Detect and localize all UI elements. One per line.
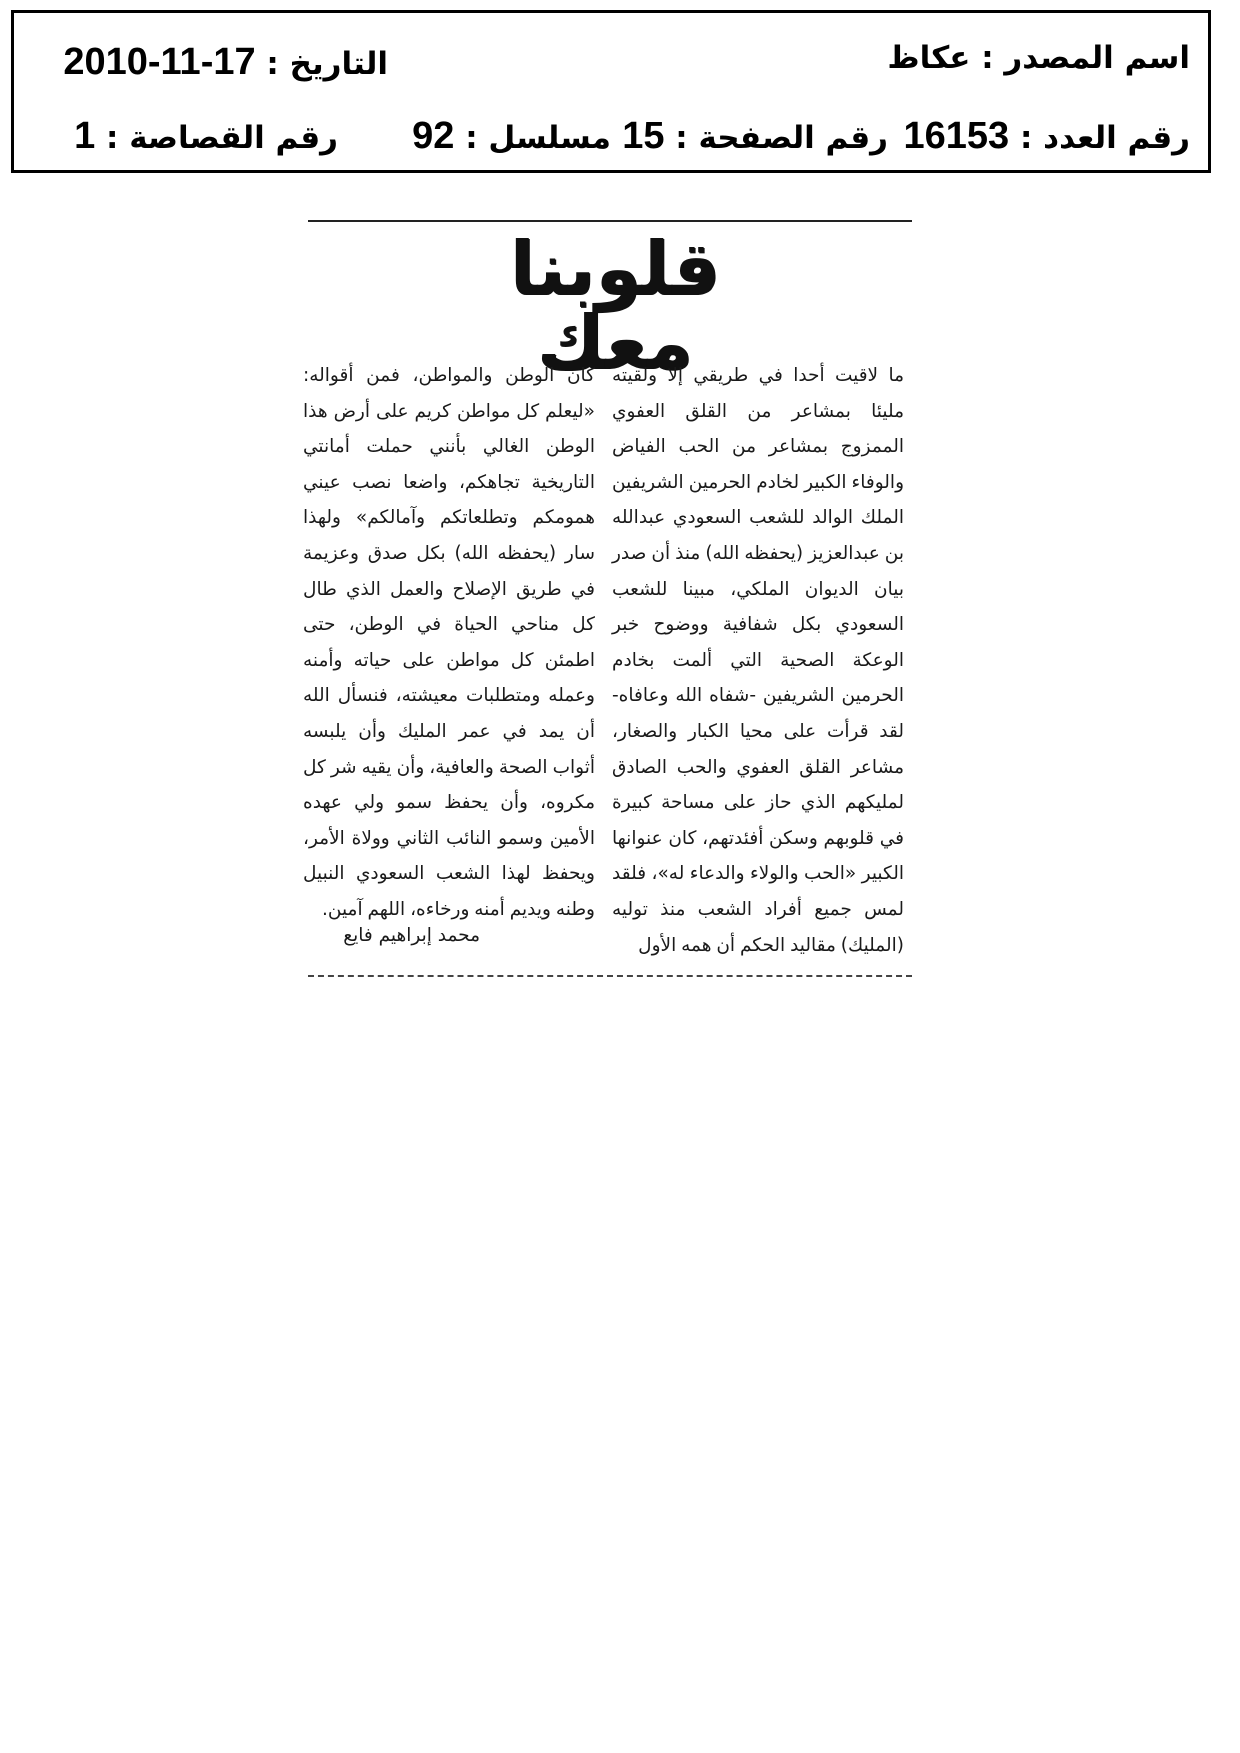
article-column-left: كان الوطن والمواطن، فمن أقواله: «ليعلم كل مواطن كريم على أرض هذا الوطن الغالي بأنني حملت أمانتي التاريخية تجاهكم، واضعا نصب عيني همومكم وتطلعاتكم وآمالكم» ولهذا سار (يحفظه الله) بكل صدق وعزيمة في طريق الإصلاح والعمل الذي طال كل مناحي الحياة في الوطن، حتى اطمئن كل مواطن على حياته وأمنه وعمله ومتطلبات معيشته، فنسأل الله أن يمد في عمر المليك وأن يلبسه أثواب الصحة والعافية، وأن يقيه شر كل مكروه، وأن يحفظ سمو ولي عهده الأمين وسمو النائب الثاني وولاة الأمر، ويحفظ لهذا الشعب السعودي النبيل وطنه ويديم أمنه ورخاءه، اللهم آمين. — [303, 365, 595, 920]
serial-field — [412, 117, 611, 155]
article-column-right: ما لاقيت أحدا في طريقي إلا ولقيته مليئا بمشاعر من القلق العفوي الممزوج بمشاعر من الحب الفياض والوفاء الكبير لخادم الحرمين الشريفين الملك الوالد للشعب السعودي عبدالله بن عبدالعزيز (يحفظه الله) منذ أن صدر بيان الديوان الملكي، مبينا للشعب السعودي بكل شفافية ووضوح خبر الوعكة الصحية التي ألمت بخادم الحرمين الشريفين -شفاه الله وعافاه- لقد قرأت على محيا الكبار والصغار، مشاعر القلق العفوي والحب الصادق لمليكهم الذي حاز على مساحة كبيرة في قلوبهم وسكن أفئدتهم، كان عنوانها الكبير «الحب والولاء والدعاء له»، فلقد لمس جميع أفراد الشعب منذ توليه (المليك) مقاليد الحكم أن همه الأول — [612, 365, 904, 956]
clip-field — [74, 117, 338, 155]
bottom-rule — [308, 975, 912, 977]
clip-value: 1 — [74, 115, 96, 157]
author-byline: محمد إبراهيم فايع — [343, 925, 480, 946]
issue-value: 16153 — [903, 115, 1010, 157]
top-rule — [308, 220, 912, 222]
page-label: رقم الصفحة : — [675, 120, 888, 156]
issue-label: رقم العدد : — [1019, 120, 1190, 156]
serial-label: مسلسل : — [465, 120, 611, 156]
source-value: عكاظ — [887, 40, 971, 76]
clipping-header-box — [11, 10, 1211, 173]
serial-value: 92 — [412, 115, 455, 157]
source-field — [887, 40, 1190, 76]
article-headline: قلوبنا معك — [509, 226, 721, 386]
issue-field — [904, 117, 1190, 155]
date-field — [63, 43, 388, 81]
date-value: 2010-11-17 — [63, 41, 256, 83]
page-value: 15 — [622, 115, 665, 157]
clip-label: رقم القصاصة : — [106, 120, 338, 156]
date-label: التاريخ : — [266, 46, 388, 82]
page-field — [622, 117, 888, 155]
source-label: اسم المصدر : — [981, 40, 1190, 76]
